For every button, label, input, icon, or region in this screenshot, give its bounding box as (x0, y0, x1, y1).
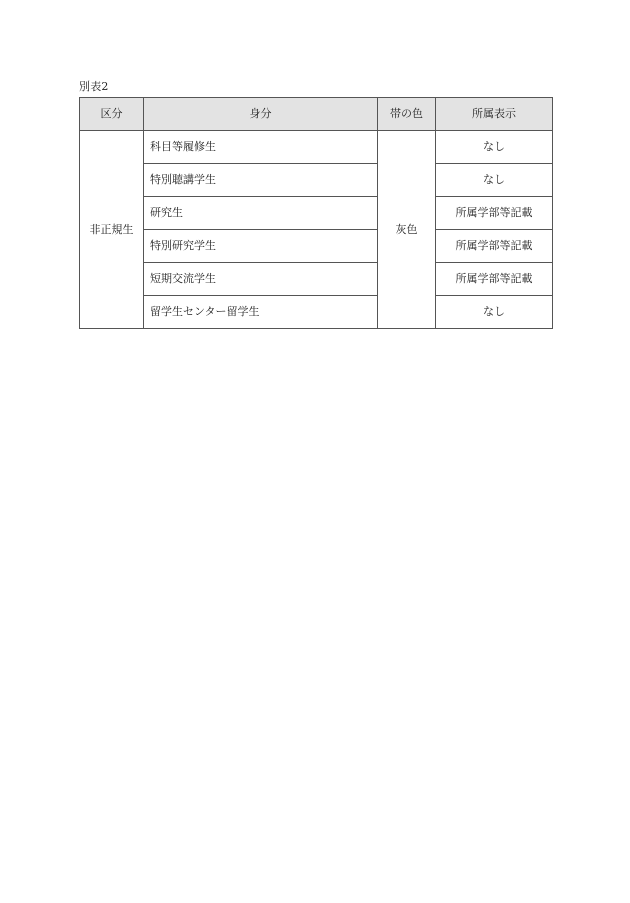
table-row (80, 164, 553, 197)
header-row (80, 98, 553, 131)
table-row (80, 131, 553, 164)
header-category: 区分 (80, 98, 144, 131)
affiliation-cell: 所属学部等記載 (436, 197, 553, 230)
band-color-cell: 灰色 (378, 131, 436, 329)
table-row (80, 296, 553, 329)
table-caption: 別表2 (79, 80, 109, 93)
table-row (80, 230, 553, 263)
affiliation-cell: なし (436, 296, 553, 329)
status-cell: 科目等履修生 (144, 131, 378, 164)
affiliation-cell: なし (436, 164, 553, 197)
status-cell: 留学生センター留学生 (144, 296, 378, 329)
status-cell: 研究生 (144, 197, 378, 230)
table-row (80, 197, 553, 230)
header-affiliation: 所属表示 (436, 98, 553, 131)
status-cell: 特別聴講学生 (144, 164, 378, 197)
category-cell: 非正規生 (80, 131, 144, 329)
table-row (80, 263, 553, 296)
status-table (79, 97, 553, 329)
header-band-color: 帯の色 (378, 98, 436, 131)
affiliation-cell: なし (436, 131, 553, 164)
status-cell: 短期交流学生 (144, 263, 378, 296)
affiliation-cell: 所属学部等記載 (436, 230, 553, 263)
header-status: 身分 (144, 98, 378, 131)
status-cell: 特別研究学生 (144, 230, 378, 263)
affiliation-cell: 所属学部等記載 (436, 263, 553, 296)
